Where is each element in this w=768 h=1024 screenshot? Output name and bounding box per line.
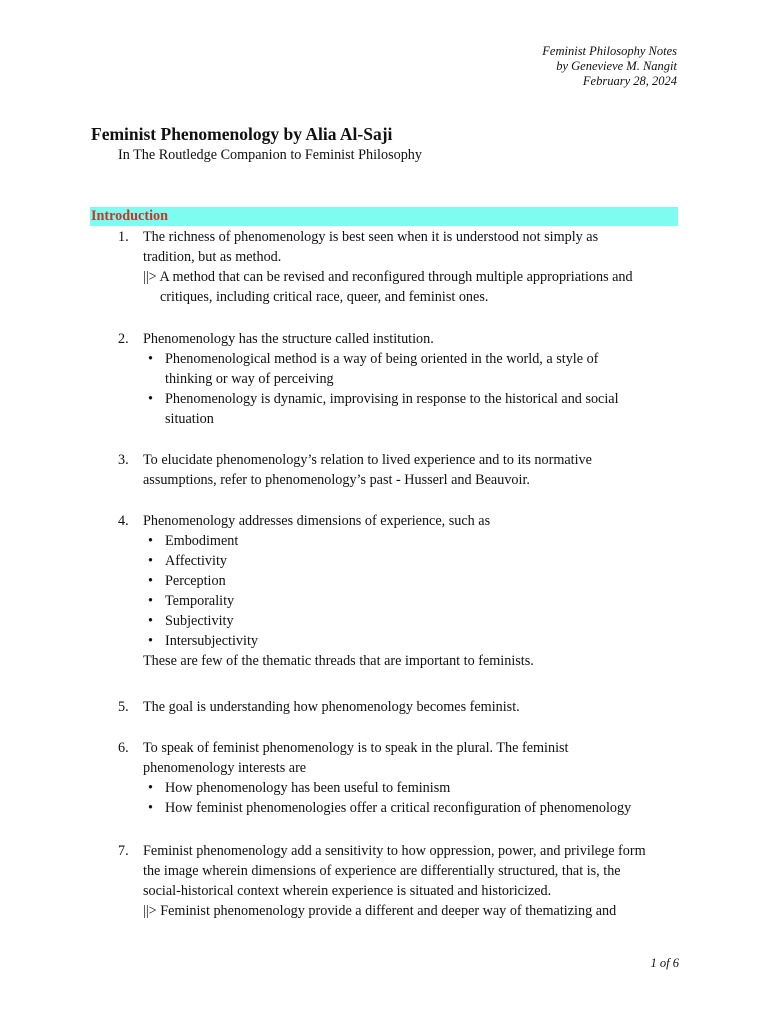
bullet-line: Perception bbox=[165, 573, 226, 589]
item-closing: These are few of the thematic threads that are important to feminists. bbox=[143, 653, 534, 669]
item-line: phenomenology interests are bbox=[143, 760, 307, 776]
bullet-item bbox=[143, 778, 683, 798]
item-line: social-historical context wherein experience is situated and historicized. bbox=[143, 883, 552, 899]
item-number: 1. bbox=[118, 229, 129, 245]
section-heading: Introduction bbox=[91, 208, 168, 224]
item-number: 2. bbox=[118, 331, 129, 347]
bullet-item bbox=[143, 631, 683, 651]
item-text bbox=[143, 329, 683, 349]
list-item-5 bbox=[118, 697, 683, 717]
bullet-line: Intersubjectivity bbox=[165, 633, 258, 649]
item-note bbox=[143, 901, 683, 921]
bullet-item bbox=[143, 531, 683, 551]
bullet-item bbox=[143, 551, 683, 571]
bullet-icon: • bbox=[148, 533, 153, 549]
page-subtitle: In The Routledge Companion to Feminist Philosophy bbox=[118, 147, 422, 163]
note-line: critiques, including critical race, queer, and feminist ones. bbox=[160, 289, 489, 305]
bullet-line: How feminist phenomenologies offer a critical reconfiguration of phenomenology bbox=[165, 800, 632, 816]
bullet-list bbox=[143, 349, 683, 429]
bullet-line: Phenomenological method is a way of being oriented in the world, a style of bbox=[165, 351, 599, 367]
bullet-icon: • bbox=[148, 633, 153, 649]
bullet-list bbox=[143, 531, 683, 651]
bullet-icon: • bbox=[148, 573, 153, 589]
note-line: ||> Feminist phenomenology provide a different and deeper way of thematizing and bbox=[143, 903, 617, 919]
list-item-7 bbox=[118, 841, 683, 921]
list-item-6 bbox=[118, 738, 683, 818]
bullet-item bbox=[143, 798, 683, 818]
bullet-line: How phenomenology has been useful to feminism bbox=[165, 780, 451, 796]
bullet-list bbox=[143, 778, 683, 818]
page-title: Feminist Phenomenology by Alia Al-Saji bbox=[91, 124, 393, 144]
item-number: 3. bbox=[118, 452, 129, 468]
item-note bbox=[143, 267, 683, 307]
bullet-line: situation bbox=[165, 411, 214, 427]
item-number: 4. bbox=[118, 513, 129, 529]
list-item-3 bbox=[118, 450, 683, 490]
item-text bbox=[143, 841, 683, 901]
bullet-item bbox=[143, 591, 683, 611]
item-line: Phenomenology has the structure called institution. bbox=[143, 331, 434, 347]
item-line: The richness of phenomenology is best seen when it is understood not simply as bbox=[143, 229, 599, 245]
item-line: To elucidate phenomenology’s relation to lived experience and to its normative bbox=[143, 452, 592, 468]
bullet-icon: • bbox=[148, 800, 153, 816]
item-line: Feminist phenomenology add a sensitivity to how oppression, power, and privilege form bbox=[143, 843, 646, 859]
list-item-2 bbox=[118, 329, 683, 429]
item-line: Phenomenology addresses dimensions of experience, such as bbox=[143, 513, 491, 529]
item-text bbox=[143, 450, 683, 490]
header-author: by Genevieve M. Nangit bbox=[556, 59, 677, 73]
item-text bbox=[143, 738, 683, 778]
bullet-item bbox=[143, 571, 683, 591]
document-header bbox=[542, 44, 677, 89]
bullet-line: Affectivity bbox=[165, 553, 227, 569]
bullet-icon: • bbox=[148, 780, 153, 796]
bullet-item bbox=[143, 349, 683, 389]
list-item-4 bbox=[118, 511, 683, 671]
item-line: To speak of feminist phenomenology is to speak in the plural. The feminist bbox=[143, 740, 569, 756]
bullet-icon: • bbox=[148, 553, 153, 569]
header-notes-title: Feminist Philosophy Notes bbox=[542, 44, 677, 58]
list-item-1 bbox=[118, 227, 683, 307]
bullet-item bbox=[143, 389, 683, 429]
item-text bbox=[143, 227, 683, 267]
item-number: 6. bbox=[118, 740, 129, 756]
bullet-line: thinking or way of perceiving bbox=[165, 371, 334, 387]
item-line: assumptions, refer to phenomenology’s past - Husserl and Beauvoir. bbox=[143, 472, 530, 488]
note-line: ||> A method that can be revised and reconfigured through multiple appropriations and bbox=[143, 269, 633, 285]
bullet-icon: • bbox=[148, 391, 153, 407]
section-highlight bbox=[90, 207, 678, 226]
header-date: February 28, 2024 bbox=[582, 74, 677, 88]
item-line: the image wherein dimensions of experience are differentially structured, that is, the bbox=[143, 863, 621, 879]
bullet-line: Embodiment bbox=[165, 533, 239, 549]
item-text bbox=[143, 511, 683, 531]
item-number: 7. bbox=[118, 843, 129, 859]
bullet-line: Phenomenology is dynamic, improvising in response to the historical and social bbox=[165, 391, 619, 407]
item-line: The goal is understanding how phenomenology becomes feminist. bbox=[143, 699, 520, 715]
bullet-icon: • bbox=[148, 351, 153, 367]
bullet-icon: • bbox=[148, 613, 153, 629]
bullet-line: Subjectivity bbox=[165, 613, 234, 629]
bullet-line: Temporality bbox=[165, 593, 235, 609]
item-text bbox=[143, 697, 683, 717]
bullet-icon: • bbox=[148, 593, 153, 609]
bullet-item bbox=[143, 611, 683, 631]
item-line: tradition, but as method. bbox=[143, 249, 282, 265]
page-number: 1 of 6 bbox=[650, 956, 679, 970]
item-number: 5. bbox=[118, 699, 129, 715]
